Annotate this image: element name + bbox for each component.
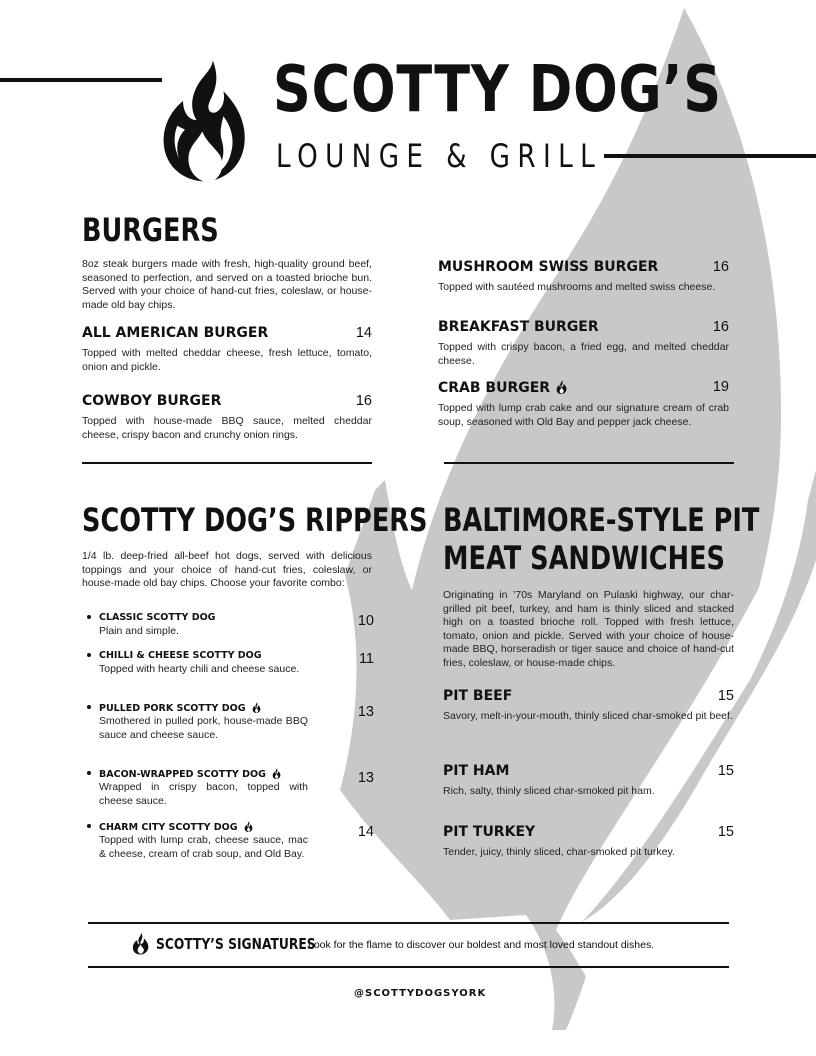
burgers-intro: 8oz steak burgers made with fresh, high-quality ground beef, seasoned to perfection, and served on a toasted brioche bun. Served with your choice of hand-cut fries, coleslaw, or house-made old bay chips. [82, 258, 372, 311]
ripper-item-price: 13 [357, 704, 374, 720]
ripper-item-desc: Wrapped in crispy bacon, topped with cheese sauce. [99, 781, 308, 807]
burger-item-price: 19 [712, 379, 729, 395]
ripper-item-desc: Smothered in pulled pork, house-made BBQ sauce and cheese sauce. [99, 715, 308, 741]
burger-item-name: MUSHROOM SWISS BURGER [438, 259, 659, 275]
pit-title-line2: MEAT SANDWICHES [443, 539, 725, 577]
burger-item-price: 16 [712, 319, 729, 335]
burgers-divider-left [82, 462, 372, 464]
pit-item-price: 15 [717, 688, 734, 704]
header-rule-left [0, 78, 162, 82]
flame-icon [556, 380, 567, 394]
burger-item-name: ALL AMERICAN BURGER [82, 325, 269, 341]
ripper-item-name: CLASSIC SCOTTY DOG [99, 612, 216, 623]
burgers-divider-right [444, 462, 734, 464]
burger-item-desc: Topped with lump crab cake and our signature cream of crab soup, seasoned with Old Bay and pepper jack cheese. [438, 402, 729, 428]
pit-item-desc: Rich, salty, thinly sliced char-smoked pit ham. [443, 785, 655, 797]
header-rule-right [604, 154, 816, 158]
burger-item-name: BREAKFAST BURGER [438, 319, 599, 335]
ripper-item-desc: Topped with lump crab, cheese sauce, mac & cheese, cream of crab soup, and Old Bay. [99, 834, 308, 860]
burger-item-desc: Topped with house-made BBQ sauce, melted cheddar cheese, crispy bacon and crunchy onion rings. [82, 415, 372, 441]
rippers-title: SCOTTY DOG’S RIPPERS [82, 501, 428, 539]
signatures-title: SCOTTY’S SIGNATURES [156, 935, 316, 953]
footer-rule-bottom [88, 966, 729, 968]
burger-item-desc: Topped with melted cheddar cheese, fresh lettuce, tomato, onion and pickle. [82, 347, 372, 373]
ripper-item-desc: Topped with hearty chili and cheese sauce. [99, 663, 300, 675]
bullet-dot [87, 771, 91, 775]
ripper-item-name: CHILLI & CHEESE SCOTTY DOG [99, 650, 262, 661]
pit-item-name: PIT BEEF [443, 688, 513, 704]
burgers-title: BURGERS [82, 211, 219, 249]
social-handle[interactable]: @SCOTTYDOGSYORK [354, 988, 487, 999]
burger-item-name: CRAB BURGER [438, 380, 551, 396]
burger-item-price: 16 [355, 393, 372, 409]
ripper-item-price: 14 [357, 824, 374, 840]
burger-item-price: 14 [355, 325, 372, 341]
rippers-intro: 1/4 lb. deep-fried all-beef hot dogs, served with delicious toppings and your choice of hand-cut fries, coleslaw, or house-made old bay chips. Choose your favorite combo: [82, 550, 372, 589]
burger-item-desc: Topped with sautéed mushrooms and melted swiss cheese. [438, 281, 716, 293]
pit-item-desc: Savory, melt-in-your-mouth, thinly sliced char-smoked pit beef. [443, 710, 733, 722]
bullet-dot [87, 615, 91, 619]
flame-logo-icon [160, 58, 256, 184]
ripper-item-name-row [99, 821, 253, 833]
pit-item-desc: Tender, juicy, thinly sliced, char-smoked pit turkey. [443, 846, 675, 858]
bullet-dot [87, 705, 91, 709]
pit-title-line1: BALTIMORE-STYLE PIT [443, 501, 760, 539]
brand-name: SCOTTY DOG’S [273, 53, 722, 127]
ripper-item-name: CHARM CITY SCOTTY DOG [99, 822, 238, 833]
ripper-item-price: 11 [358, 651, 374, 667]
brand-subtitle: LOUNGE & GRILL [276, 137, 603, 175]
ripper-item-name: PULLED PORK SCOTTY DOG [99, 703, 246, 714]
bullet-dot [87, 653, 91, 657]
pit-intro: Originating in ’70s Maryland on Pulaski highway, our char-grilled pit beef, turkey, and ham is thinly sliced and stacked high on a toasted brioche roll. Topped with fresh lettuce, tomato, onion and pickle. Served with your choice of house-made BBQ, horseradish or tiger sauce and choice of hand-cut fries, coleslaw, or house-made chips. [443, 589, 734, 669]
flame-icon [244, 821, 253, 832]
pit-item-price: 15 [717, 763, 734, 779]
pit-item-price: 15 [717, 824, 734, 840]
footer-rule-top [88, 922, 729, 924]
burger-item-desc: Topped with crispy bacon, a fried egg, and melted cheddar cheese. [438, 341, 729, 367]
flame-icon [132, 932, 149, 955]
pit-item-name: PIT HAM [443, 763, 510, 779]
burger-item-name-row [438, 379, 567, 397]
flame-icon [272, 768, 281, 779]
flame-icon [252, 702, 261, 713]
signatures-text: Look for the flame to discover our boldest and most loved standout dishes. [308, 939, 655, 951]
ripper-item-desc: Plain and simple. [99, 625, 179, 637]
ripper-item-name-row [99, 702, 261, 714]
ripper-item-name-row [99, 768, 281, 780]
burger-item-name: COWBOY BURGER [82, 393, 222, 409]
burger-item-price: 16 [712, 259, 729, 275]
bullet-dot [87, 824, 91, 828]
ripper-item-name: BACON-WRAPPED SCOTTY DOG [99, 769, 266, 780]
pit-item-name: PIT TURKEY [443, 824, 536, 840]
ripper-item-price: 10 [357, 613, 374, 629]
ripper-item-price: 13 [357, 770, 374, 786]
